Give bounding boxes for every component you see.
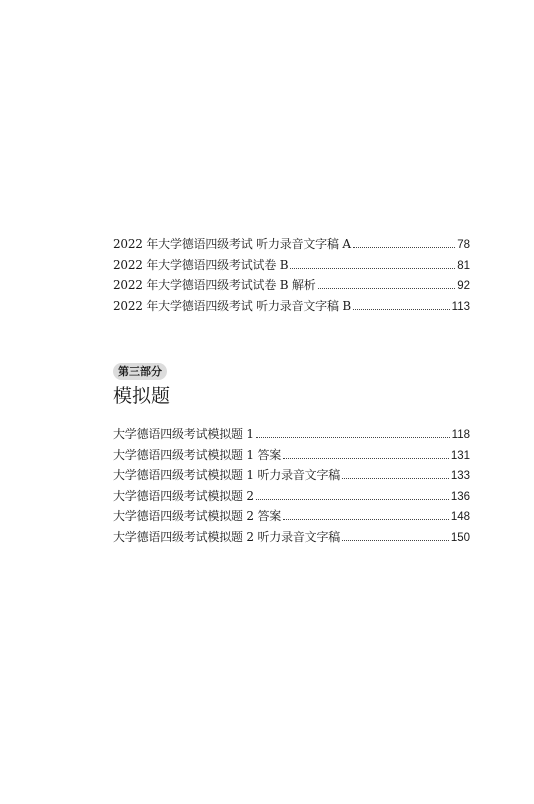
leader-dots [283,457,449,459]
toc-entry[interactable] [113,255,470,276]
toc-section-previous-exams [113,234,470,316]
leader-dots [256,498,449,500]
leader-dots [318,287,456,289]
toc-entry[interactable] [113,527,470,548]
toc-entry-title: 大学德语四级考试模拟题 1 答案 [113,447,282,462]
toc-entry-page: 78 [457,239,470,251]
leader-dots [256,436,450,438]
toc-entry-title: 2022 年大学德语四级考试试卷 B [113,257,289,272]
toc-entry-page: 92 [457,280,470,292]
toc-entry-title: 大学德语四级考试模拟题 2 答案 [113,509,282,523]
toc-entry[interactable] [113,275,470,296]
toc-entry[interactable] [113,234,470,255]
toc-entry-page: 118 [451,429,470,441]
toc-entry[interactable] [113,506,470,527]
toc-entry[interactable] [113,424,470,445]
leader-dots [353,308,450,310]
toc-entry-page: 148 [450,511,470,523]
toc-entry-title: 2022 年大学德语四级考试试卷 B 解析 [113,278,316,292]
toc-entry-title: 大学德语四级考试模拟题 2 [113,488,254,503]
toc-entry-page: 150 [450,531,470,544]
leader-dots [353,246,455,248]
part-badge: 第三部分 [113,363,167,380]
toc-entry-page: 113 [451,300,470,313]
toc-entry-title: 大学德语四级考试模拟题 1 听力录音文字稿 [113,468,341,482]
toc-entry-page: 81 [457,259,470,272]
toc-entry[interactable] [113,486,470,507]
toc-entry[interactable] [113,465,470,486]
toc-entry-title: 2022 年大学德语四级考试 听力录音文字稿 A [113,237,351,251]
toc-section-mock-exams [113,424,470,547]
leader-dots [342,539,449,541]
toc-entry[interactable] [113,445,470,466]
toc-entry-page: 131 [450,449,470,462]
toc-entry-page: 136 [450,490,470,503]
toc-entry-page: 133 [450,470,470,482]
toc-entry[interactable] [113,296,470,317]
leader-dots [283,518,449,520]
toc-entry-title: 2022 年大学德语四级考试 听力录音文字稿 B [113,298,352,313]
toc-entry-title: 大学德语四级考试模拟题 2 听力录音文字稿 [113,529,341,544]
part-title: 模拟题 [113,385,171,407]
leader-dots [290,267,455,269]
toc-entry-title: 大学德语四级考试模拟题 1 [113,427,254,441]
leader-dots [342,477,449,479]
